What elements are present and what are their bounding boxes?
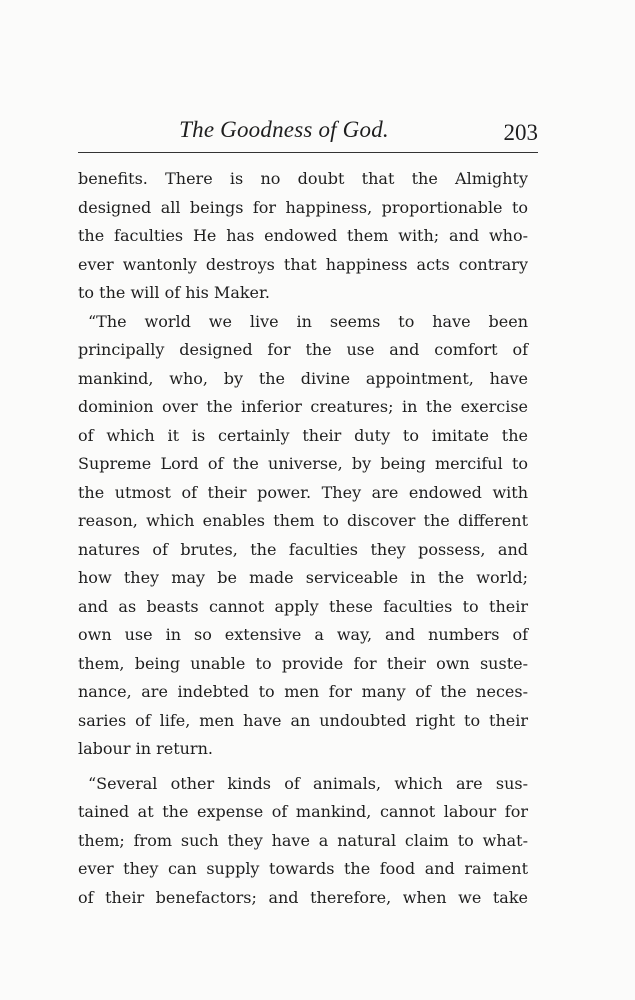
text-line: natures of brutes, the faculties they possess, and — [78, 539, 528, 559]
running-title: The Goodness of God. — [179, 117, 389, 142]
text-line: dominion over the inferior creatures; in the exercise — [78, 397, 528, 416]
text-line: the utmost of their power. They are endowed with — [78, 482, 528, 502]
text-line: the faculties He has endowed them with; and who- — [78, 226, 528, 245]
text-line: of which it is certainly their duty to imitate the — [78, 425, 528, 445]
text-line: how they may be made serviceable in the world; — [78, 568, 528, 587]
text-line: ever they can supply towards the food and raiment — [78, 859, 528, 878]
body-text — [78, 165, 528, 912]
header-rule — [78, 152, 538, 153]
text-line: Supreme Lord of the universe, by being merciful to — [78, 454, 528, 473]
text-line: labour in return. — [78, 739, 213, 758]
text-line: tained at the expense of mankind, cannot labour for — [78, 802, 528, 821]
text-line: mankind, who, by the divine appointment, have — [78, 368, 528, 388]
text-line: ever wantonly destroys that happiness acts contrary — [78, 254, 528, 274]
text-line: principally designed for the use and comfort of — [78, 340, 528, 359]
text-line: benefits. There is no doubt that the Almighty — [78, 169, 528, 188]
page-number: 203 — [503, 120, 538, 145]
text-line: reason, which enables them to discover the different — [78, 511, 528, 530]
text-line: them, being unable to provide for their own suste- — [78, 653, 528, 673]
text-line: them; from such they have a natural claim to what- — [78, 830, 528, 850]
text-line: and as beasts cannot apply these faculties to their — [78, 596, 528, 616]
text-line: “The world we live in seems to have been — [88, 311, 528, 331]
text-line: “Several other kinds of animals, which are sus- — [88, 773, 528, 793]
text-line: of their benefactors; and therefore, when we take — [78, 887, 528, 907]
text-line: own use in so extensive a way, and numbers of — [78, 625, 528, 644]
text-line: designed all beings for happiness, proportionable to — [78, 197, 528, 217]
text-line: saries of life, men have an undoubted right to their — [78, 710, 528, 730]
text-line: to the will of his Maker. — [78, 283, 270, 302]
running-head — [78, 112, 538, 148]
text-line: nance, are indebted to men for many of the neces- — [78, 682, 528, 701]
